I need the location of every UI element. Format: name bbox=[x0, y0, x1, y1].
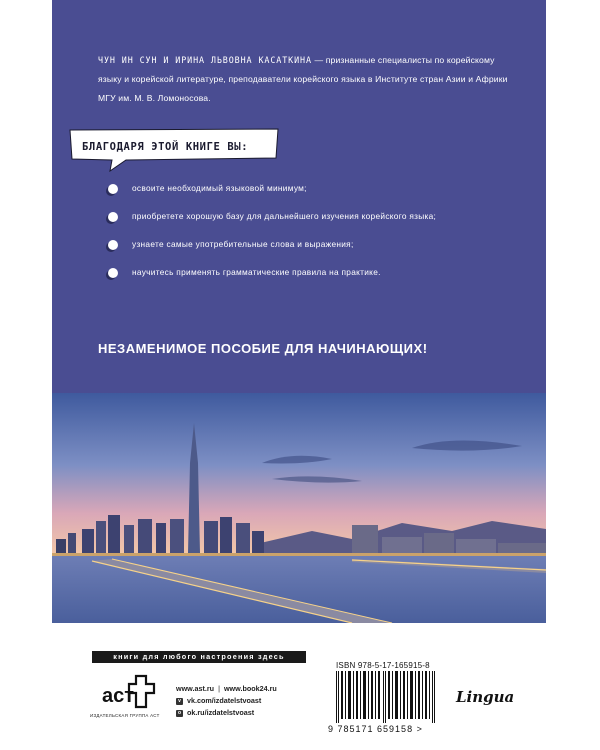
benefits-list bbox=[104, 181, 524, 293]
vk-icon: v bbox=[176, 698, 183, 705]
tagline-banner: книги для любого настроения здесь bbox=[92, 651, 306, 663]
bullet-dot-icon bbox=[108, 240, 118, 250]
ok-icon: o bbox=[177, 709, 182, 716]
author-description: — признанные специалисты по корейскому языку и корейской литературе, преподаватели корейского языка в Институте стран Азии и Африки МГУ им. М. В. Ломоносова. bbox=[98, 55, 508, 103]
barcode-digits: 9 785171 659158 > bbox=[328, 724, 423, 734]
contact-links bbox=[176, 683, 277, 719]
lingua-logo-icon bbox=[450, 672, 514, 712]
vk-link-row bbox=[176, 695, 277, 707]
authors-blurb bbox=[98, 51, 518, 108]
isbn-number: ISBN 978-5-17-165915-8 bbox=[336, 661, 430, 670]
city-skyline-photo bbox=[52, 393, 546, 623]
svg-text:аст: аст bbox=[102, 685, 135, 707]
bullet-dot-icon bbox=[108, 184, 118, 194]
bullet-dot-icon bbox=[108, 212, 118, 222]
svg-text:Lingua: Lingua bbox=[456, 688, 514, 706]
bullet-dot-icon bbox=[108, 268, 118, 278]
benefit-item: приобретете хорошую базу для дальнейшего изучения корейского языка; bbox=[104, 209, 524, 237]
barcode-icon bbox=[334, 671, 439, 723]
benefit-item: узнаете самые употребительные слова и выражения; bbox=[104, 237, 524, 265]
publisher-group-label: ИЗДАТЕЛЬСКАЯ ГРУППА АСТ bbox=[90, 713, 160, 718]
benefits-heading: БЛАГОДАРЯ ЭТОЙ КНИГЕ ВЫ: bbox=[82, 141, 249, 153]
back-cover bbox=[52, 0, 546, 623]
ok-link[interactable]: ok.ru/izdatelstvoast bbox=[187, 708, 255, 717]
site-separator: | bbox=[218, 684, 220, 693]
vk-link[interactable]: vk.com/izdatelstvoast bbox=[187, 696, 262, 705]
author-names: ЧУН ИН СУН И ИРИНА ЛЬВОВНА КАСАТКИНА bbox=[98, 55, 312, 65]
benefit-item: научитесь применять грамматические правила на практике. bbox=[104, 265, 524, 293]
info-panel bbox=[52, 0, 546, 393]
site-links bbox=[176, 683, 277, 695]
ok-link-row bbox=[176, 707, 277, 719]
site-link-book24[interactable]: www.book24.ru bbox=[223, 684, 277, 693]
site-link-ast[interactable]: www.ast.ru bbox=[176, 684, 215, 693]
benefit-item: освоите необходимый языковой минимум; bbox=[104, 181, 524, 209]
slogan: НЕЗАМЕНИМОЕ ПОСОБИЕ ДЛЯ НАЧИНАЮЩИХ! bbox=[98, 341, 428, 356]
ast-logo-icon bbox=[98, 672, 160, 712]
